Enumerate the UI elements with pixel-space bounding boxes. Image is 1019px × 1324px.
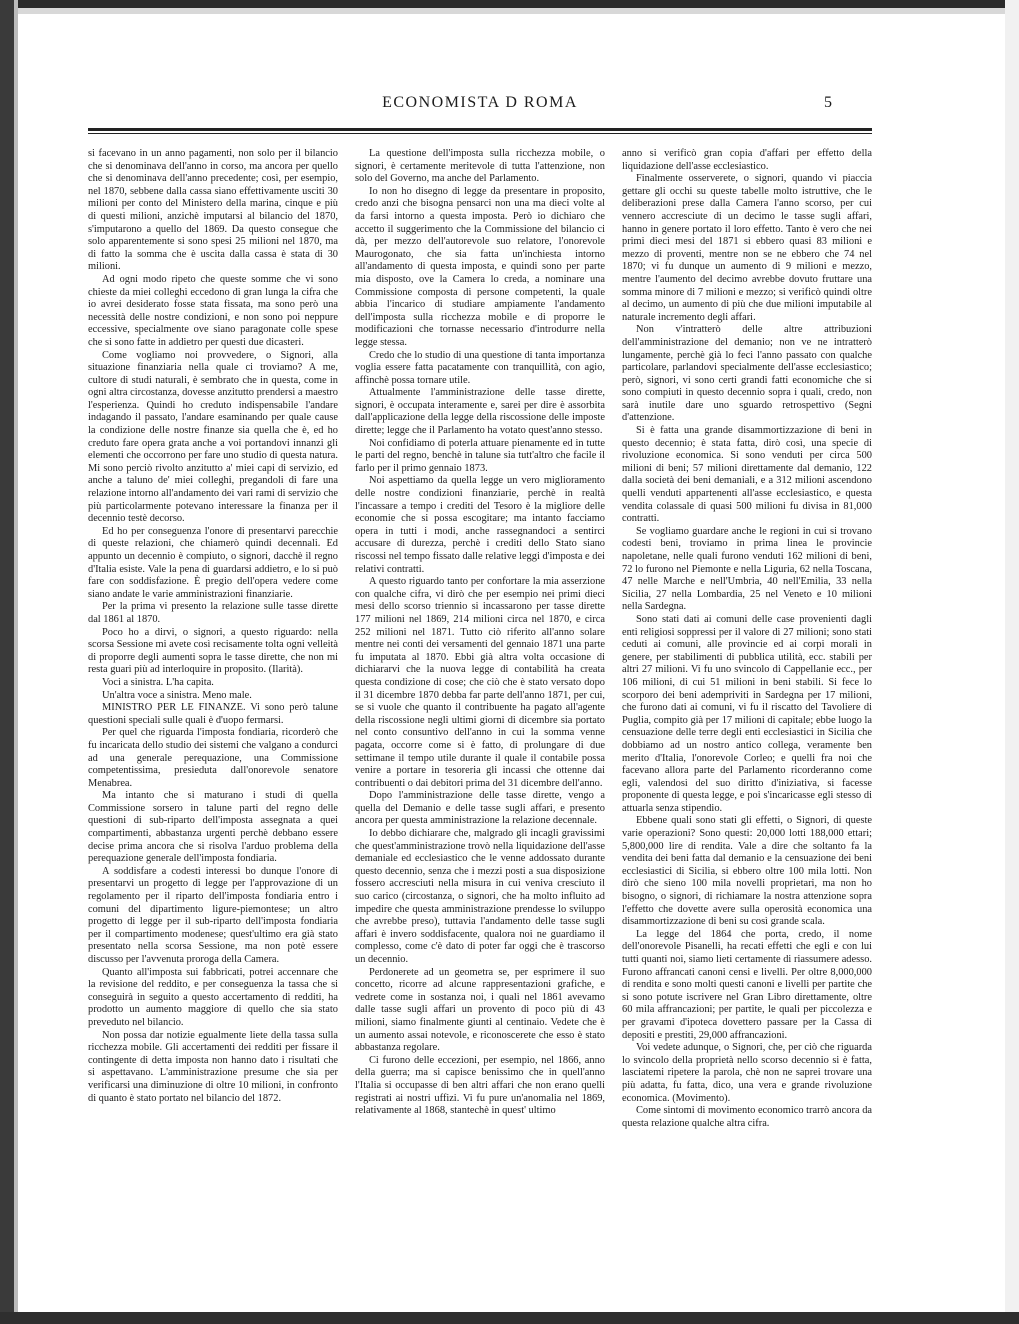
paragraph: Attualmente l'amministrazione delle tasse dirette, signori, è occupata interamente e, sarei per dire è assorbita dall'applicazione della legge della riscossione delle imposte dirette; legge che il Parlamento ha votato quest'anno stesso. (355, 387, 605, 437)
newspaper-page (88, 92, 872, 1258)
paragraph: Per quel che riguarda l'imposta fondiaria, ricorderò che fu incaricata dello studio dei sistemi che valgano a condurci ad una generale perequazione, una Commissione competentissima, presieduta dall'onorevole senatore Menabrea. (88, 727, 338, 789)
paragraph: Per la prima vi presento la relazione sulle tasse dirette dal 1861 al 1870. (88, 601, 338, 625)
paragraph: Noi confidiamo di poterla attuare pienamente ed in tutte le parti del regno, benchè in talune sia tutt'altro che facile il farlo per il primo gennaio 1873. (355, 437, 605, 474)
column-right (622, 148, 872, 1258)
paragraph: Come sintomi di movimento economico trarrò ancora da questa relazione qualche altra cifra. (622, 1105, 872, 1129)
scan-border-bottom (0, 1312, 1019, 1324)
paragraph: Noi aspettiamo da quella legge un vero miglioramento delle nostre condizioni finanziarie, perchè in realtà l'incassare a tempo i crediti del Tesoro è la migliore delle economie che si possa escogitare; ma intanto facciamo opera in tutti i modi, anche rassegnandoci a sentirci accusare di durezza, perchè i crediti dello Stato siano riscossi nel tempo fissato dalle relative leggi d'imposta e dei relativi contratti. (355, 475, 605, 575)
paragraph: Come vogliamo noi provvedere, o Signori, alla situazione finanziaria nella quale ci troviamo? A me, cultore di studi naturali, è sembrato che in questa, come in ogni altra circostanza, dovesse anzitutto prendersi a maestro l'esperienza. Quindi ho creduto indispensabile l'andare indagando il passato, l'andare esaminando per quale cause la condizione delle nostre finanze sia quella che è, ed ho creduto fare opera grata anche a voi portandovi innanzi gli elementi che occorrono per fare uno studio di questa natura. Mi sono perciò rivolto anzitutto a' miei capi di servizio, ed anche a taluno de' miei colleghi, pregandoli di fare una relazione intorno all'andamento dei vari rami di servizio che più particolarmente potevano interessare la finanza per il decennio testè decorso. (88, 349, 338, 525)
paragraph: Finalmente osserverete, o signori, quando vi piaccia gettare gli occhi su queste tabelle molto istruttive, che le deliberazioni prese dalla Camera l'anno scorso, per cui vennero accresciute di un decimo le tasse sugli affari, hanno in genere portato il loro effetto. Tanto è vero che nei primi dieci mesi del 1871 si ebbero quasi 83 milioni e mezzo di proventi, mentre non se ne ebbero che 74 nel 1870; vi fu dunque un aumento di 9 milioni e mezzo, mentre l'aumento del decimo avrebbe dovuto fruttare una somma minore di 7 milioni e mezzo; si verificò quindi oltre al decimo, un aumento di più che due milioni imputabile al naturale incremento degli affari. (622, 173, 872, 323)
paragraph: si facevano in un anno pagamenti, non solo per il bilancio che si denominava dell'anno in corso, ma ancora per quello che si denominava dell'anno precedente; così, per esempio, nel 1870, sebbene dalla cassa siano effettivamente usciti 30 milioni per conto del Ministero della marina, cinque e più di questi milioni, anzichè imputarsi al bilancio del 1870, s'imputarono a quello del 1869. Da questo consegue che solo apparentemente si sono spesi 25 milioni nel 1870, ma di fatto la somma che è uscita dalla cassa è stata di 30 milioni. (88, 148, 338, 273)
paragraph: Perdonerete ad un geometra se, per esprimere il suo concetto, ricorre ad alcune rappresentazioni grafiche, e vedrete come in sostanza noi, i quali nel 1861 avevamo dalle tasse sugli affari un provento di poco più di 43 milioni, siamo finalmente giunti al centinaio. Vedete che è un aumento assai notevole, e riconoscerete che esso è stato abbastanza regolare. (355, 966, 605, 1054)
header-rule-thin (88, 133, 872, 134)
paragraph: Si è fatta una grande disammortizzazione di beni in questo decennio; è stata fatta, dirò così, una specie di rivoluzione economica. Si sono venduti per circa 500 milioni di beni; 57 milioni direttamente dal demanio, 122 dalla società dei beni demaniali, e a 312 milioni ascendono quelli venduti appartenenti all'asse ecclesiastico, e questa vendita colassale di quasi 500 milioni fu divisa in 81,000 contratti. (622, 425, 872, 525)
paragraph: anno si verificò gran copia d'affari per effetto della liquidazione dell'asse ecclesiastico. (622, 148, 872, 172)
scan-border-left (0, 0, 14, 1324)
paragraph: Voi vedete adunque, o Signori, che, per ciò che riguarda lo svincolo della proprietà nello scorso decennio si è fatta, lasciatemi ripetere la parola, chè non ne saprei trovare una più adatta, fu fatta, dico, una vera e grande rivoluzione economica. (Movimento). (622, 1042, 872, 1104)
paragraph: La legge del 1864 che porta, credo, il nome dell'onorevole Pisanelli, ha recati effetti che egli e con lui tutti quanti noi, siamo lieti certamente di riassumere adesso. Furono affrancati canoni censi e livelli. Per oltre 8,000,000 di rendita e sono molti questi canoni e livelli per partite che si sono potute iscrivere nel Gran Libro direttamente, oltre 60 mila affrancazioni; per partite, le quali per piccolezza e per gravami d'ipoteca dovettero passare per la Cassa di depositi e prestiti, 29,000 affrancazioni. (622, 928, 872, 1041)
paragraph: Ma intanto che si maturano i studi di quella Commissione sorsero in talune parti del regno delle questioni di sub-riparto dell'imposta assegnata a quei compartimenti, abbastanza urgenti perchè debbano essere decise prima ancora che si risolva l'arduo problema della perequazione generale dell'imposta fondiaria. (88, 790, 338, 865)
journal-title: ECONOMISTA D ROMA (382, 94, 578, 111)
page-number: 5 (824, 94, 832, 111)
paragraph: La questione dell'imposta sulla ricchezza mobile, o signori, è certamente meritevole di tutta l'attenzione, non solo del Governo, ma anche del Parlamento. (355, 148, 605, 185)
paragraph: Quanto all'imposta sui fabbricati, potrei accennare che la revisione del reddito, e per conseguenza la tassa che si conseguirà in seguito a questo accertamento di redditi, ha prodotto un aumento maggiore di quello che sia stato preveduto nel bilancio. (88, 966, 338, 1028)
paragraph: Non v'intratterò delle altre attribuzioni dell'amministrazione del demanio; non ve ne intratterò lungamente, perchè già lo feci l'anno passato con qualche particolare, parlandovi specialmente dell'asse ecclesiastico; però, signori, vi sono certi grandi fatti economiche che si sono compiuti in questo decennio sopra i quali, credo, non sarà inutile dare uno sguardo retrospettivo (Segni d'attenzione. (622, 324, 872, 424)
paragraph: Ad ogni modo ripeto che queste somme che vi sono chieste da miei colleghi eccedono di gran lunga la cifra che io avrei desiderato fosse stata fissata, ma sono però una necessità delle nostre condizioni, e non sono poi neppure eccessive, specialmente ove siano paragonate colle spese che si sono fatte in addietro per questi due dicasteri. (88, 273, 338, 348)
scan-shadow-left (14, 0, 18, 1324)
paragraph: A questo riguardo tanto per confortare la mia asserzione con qualche cifra, vi dirò che per esempio nei primi dieci mesi dello scorso triennio si incassarono per tasse dirette 177 milioni nel 1869, 214 milioni circa nel 1870, e circa 252 milioni nel 1871. Tutto ciò riferito all'anno solare mentre nei conti dei versamenti del gennaio 1871 una parte fu imputata al 1870. Ebbi già altra volta occasione di dichiararvi che la nuova legge di contabilità ha creata questa condizione di cose; che ciò che è stato versato dopo il 31 dicembre 1870 debba far parte dell'anno 1871, per cui, se si vuole che quanto il contribuente ha pagato all'agente della riscossione negli ultimi giorni di dicembre sia portato nel conto consuntivo dell'anno in cui la somma venne pagata, occorre come si è fatto, di prolungare di due settimane il tempo utile durante il quale il contabile possa venire a portare in tesoreria gli incassi che ottenne dai contribuenti o dai debitori prima del 31 dicembre dell'anno. (355, 576, 605, 789)
paragraph: Io debbo dichiarare che, malgrado gli incagli gravissimi che quest'amministrazione trovò nella liquidazione dell'asse demaniale ed ecclesiastico che le venne addossato durante questo decennio, senza che i mezzi posti a sua disposizione fossero accresciuti nella misura in cui veniva cresciuto il suo carico (circostanza, o signori, che ha molto influito ad impedire che questa amministrazione prendesse lo sviluppo che avrebbe preso), tuttavia l'andamento delle tasse sugli affari è invero soddisfacente, qualora noi ne guardiamo il complesso, come c'è dato di poter far oggi che è trascorso un decennio. (355, 828, 605, 965)
paragraph: Un'altra voce a sinistra. Meno male. (102, 689, 252, 701)
text-columns (88, 148, 872, 1258)
paragraph: Ebbene quali sono stati gli effetti, o Signori, di queste varie operazioni? Sono questi: 20,000 lotti 188,000 ettari; 5,800,000 lire di rendita. Vale a dire che soltanto fa la vendita dei beni fatta dal demanio e la censuazione dei beni ecclesiastici di Sicilia, si ebbero oltre 100 mila lotti. Non dirò che sieno 100 mila novelli proprietari, ma non ho bisogno, o signori, di richiamare la nostra attenzione sopra l'effetto che dovette avere sulla operosità economica una disammortizzazione di beni su così grande scala. (622, 815, 872, 928)
paragraph: Non possa dar notizie egualmente liete della tassa sulla ricchezza mobile. Gli accertamenti dei redditi per fissare il contingente di detta imposta non hanno dato i risultati che si aspettavano. L'amministrazione presume che sia per verificarsi una diminuzione di oltre 10 milioni, in confronto di quanto è stato portato nel bilancio del 1872. (88, 1029, 338, 1104)
column-left (88, 148, 338, 1258)
paragraph: A soddisfare a codesti interessi bo dunque l'onore di presentarvi un progetto di legge per l'approvazione di un regolamento per il riparto dell'imposta fondiaria entro i comuni del dipartimento ligure-piemontese; un altro progetto di legge per il sub-riparto dell'imposta fondiaria per il compartimento modenese; quest'ultimo era già stato presentato nella scorsa Sessione, ma non potè essere discusso per l'avvenuta proroga della Camera. (88, 865, 338, 965)
header-rule-thick (88, 128, 872, 131)
column-middle (355, 148, 605, 1258)
paragraph: Se vogliamo guardare anche le regioni in cui si trovano codesti beni, troviamo in prima linea le provincie napoletane, nelle quali furono venduti 162 milioni di beni, 72 lo furono nel Piemonte e nella Liguria, 62 nella Toscana, 47 nelle Marche e nell'Umbria, 40 nell'Emilia, 33 nella Sicilia, 27 nella Lombardia, 25 nel Veneto e 10 milioni nella Sardegna. (622, 525, 872, 613)
scan-shadow-top (0, 8, 1019, 14)
paragraph: Voci a sinistra. L'ha capita. (102, 676, 214, 688)
paragraph: Credo che lo studio di una questione di tanta importanza voglia essere fatta pacatamente con tranquillità, con agio, affinchè possa tornare utile. (355, 349, 605, 386)
paragraph: Poco ho a dirvi, o signori, a questo riguardo: nella scorsa Sessione mi avete così recisamente tolta ogni velleità di proporre degli aumenti sopra le tasse dirette, che non mi resta guari più ad interloquire in proposito. (Ilarità). (88, 626, 338, 676)
paragraph: Ed ho per conseguenza l'onore di presentarvi parecchie di queste relazioni, che chiamerò quindi decennali. Ed appunto un decennio è compiuto, o signori, dacchè il regno d'Italia esiste. Vale la pena di guardarsi addietro, e lo si può fare con soddisfazione. È pregio dell'opera vedere come siano andate le varie amministrazioni finanziarie. (88, 525, 338, 600)
paragraph: Io non ho disegno di legge da presentare in proposito, credo anzi che bisogna pensarci non una ma dieci volte al da farsi intorno a questa imposta. Però io dichiaro che accetto il suggerimento che la Commissione del bilancio ci dà, per mezzo dell'autorevole suo relatore, l'onorevole Maurogonato, che sia fatta un'inchiesta intorno all'andamento di questa imposta, e quindi sono per parte mia disposto, ove la Camera lo creda, a nominare una Commissione composta di persone competenti, la quale abbia l'incarico di studiare ampiamente l'andamento dell'imposta sulla ricchezza mobile e di proporre le modificazioni che tornasse necessario d'introdurre nella legge stessa. (355, 185, 605, 348)
paragraph: MINISTRO PER LE FINANZE. Vi sono però talune questioni speciali sulle quali è d'uopo fermarsi. (88, 702, 338, 726)
scan-border-right (1005, 0, 1019, 1324)
paragraph: Sono stati dati ai comuni delle case provenienti dagli enti religiosi soppressi per il valore di 27 milioni; sono stati ceduti ai comuni, alle provincie ed ai corpi morali in genere, per stabilimenti di pubblica utilità, ecc. stabili per altri 27 milioni. Vi fu uno svincolo di Cappellanie ecc., per 106 milioni, di cui 51 milioni in beni stabili. Si fece lo scorporo dei beni adempriviti in Sardegna per 17 milioni, che furono dati ai comuni, vi fu il riscatto del Tavoliere di Puglia, compito già per 17 milioni di capitale; ebbe luogo la censuazione delle terre degli enti ecclesiastici in Sicilia che dobbiamo ad un nostro antico collega, veramente ben merito d'Italia, l'onorevole Corleo; e quelli fra noi che facevano allora parte del Parlamento ricorderanno come egli, valendosi del suo diritto d'iniziativa, si facesse proponente di questa legge, e poi s'incaricasse egli stesso di attuarla senza stipendio. (622, 613, 872, 814)
paragraph: Ci furono delle eccezioni, per esempio, nel 1866, anno della guerra; ma si capisce benissimo che in quell'anno l'Italia si occupasse di ben altri affari che non erano quelli registrati ai nostri uffizi. Vi fu pure un'anomalia nel 1869, relativamente al 1868, stantechè in quest' ultimo (355, 1054, 605, 1117)
scan-border-top (0, 0, 1019, 8)
running-head (88, 92, 872, 122)
paragraph: Dopo l'amministrazione delle tasse dirette, vengo a quella del Demanio e delle tasse sugli affari, e presento ancora per questa amministrazione la relazione decennale. (355, 790, 605, 827)
